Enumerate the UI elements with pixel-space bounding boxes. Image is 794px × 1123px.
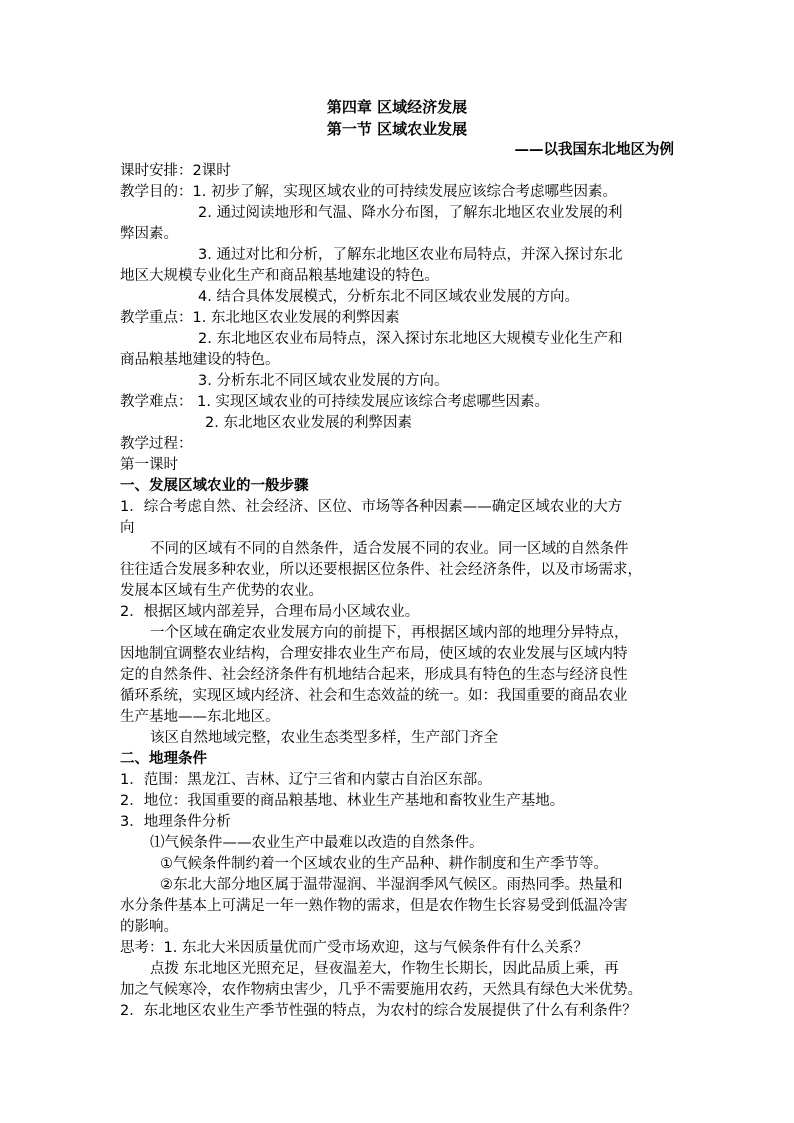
subtitle: ——以我国东北地区为例 xyxy=(514,142,674,158)
text-line: 加之气候寒冷，农作物病虫害少，几乎不需要施用农药，天然具有绿色大米优势。 xyxy=(120,982,642,998)
text-line: ⑴气候条件——农业生产中最难以改造的自然条件。 xyxy=(150,835,484,851)
heading: 一、发展区域农业的一般步骤 xyxy=(120,478,309,494)
text-line: 2．地位：我国重要的商品粮基地、林业生产基地和畜牧业生产基地。 xyxy=(120,793,565,809)
heading: 二、地理条件 xyxy=(120,751,207,767)
text-line: 该区自然地域完整，农业生态类型多样，生产部门齐全 xyxy=(150,730,498,746)
text-line: 向 xyxy=(120,520,135,536)
text-line: 教学重点：1. 东北地区农业发展的利弊因素 xyxy=(120,310,400,326)
text-line: 教学过程： xyxy=(120,436,193,452)
text-line: 2．根据区域内部差异，合理布局小区域农业。 xyxy=(120,604,420,620)
text-line: 4. 结合具体发展模式，分析东北不同区域农业发展的方向。 xyxy=(198,289,579,305)
text-line: ②东北大部分地区属于温带湿润、半湿润季风气候区。雨热同季。热量和 xyxy=(160,877,623,893)
text-line: 2. 东北地区农业发展的利弊因素 xyxy=(205,415,412,431)
text-line: 3. 分析东北不同区域农业发展的方向。 xyxy=(198,373,449,389)
text-line: 第一课时 xyxy=(120,457,178,473)
text-line: 教学难点： 1. 实现区域农业的可持续发展应该综合考虑哪些因素。 xyxy=(120,394,550,410)
text-line: 教学目的：1. 初步了解，实现区域农业的可持续发展应该综合考虑哪些因素。 xyxy=(120,184,617,200)
text-line: 定的自然条件、社会经济条件有机地结合起来，形成具有特色的生态与经济良性 xyxy=(120,667,628,683)
text-line: 生产基地——东北地区。 xyxy=(120,709,280,725)
text-line: 弊因素。 xyxy=(120,226,178,242)
text-line: 水分条件基本上可满足一年一熟作物的需求，但是农作物生长容易受到低温冷害 xyxy=(120,898,628,914)
text-line: 发展本区域有生产优势的农业。 xyxy=(120,583,323,599)
chapter-title: 第四章 区域经济发展 xyxy=(326,98,468,116)
text-line: 课时安排：2课时 xyxy=(120,163,231,179)
text-line: 商品粮基地建设的特色。 xyxy=(120,352,280,368)
text-line: 因地制宜调整农业结构，合理安排农业生产布局，使区域的农业发展与区域内特 xyxy=(120,646,628,662)
text-line: 1．综合考虑自然、社会经济、区位、市场等各种因素——确定区域农业的大方 xyxy=(120,499,623,515)
text-line: 循环系统，实现区域内经济、社会和生态效益的统一。如：我国重要的商品农业 xyxy=(120,688,628,704)
text-line: 1．范围：黑龙江、吉林、辽宁三省和内蒙古自治区东部。 xyxy=(120,772,492,788)
text-line: 往往适合发展多种农业，所以还要根据区位条件、社会经济条件，以及市场需求， xyxy=(120,562,642,578)
text-line: 点拨 东北地区光照充足，昼夜温差大，作物生长期长，因此品质上乘，再 xyxy=(150,961,619,977)
text-line: 3. 通过对比和分析，了解东北地区农业布局特点，并深入探讨东北 xyxy=(198,247,623,263)
text-line: 思考：1. 东北大米因质量优而广受市场欢迎，这与气候条件有什么关系？ xyxy=(120,940,588,956)
text-line: 2. 通过阅读地形和气温、降水分布图，了解东北地区农业发展的利 xyxy=(198,205,623,221)
text-line: ①气候条件制约着一个区域农业的生产品种、耕作制度和生产季节等。 xyxy=(160,856,608,872)
text-line: 地区大规模专业化生产和商品粮基地建设的特色。 xyxy=(120,268,439,284)
text-line: 的影响。 xyxy=(120,919,178,935)
text-line: 3．地理条件分析 xyxy=(120,814,231,830)
text-line: 2. 东北地区农业布局特点，深入探讨东北地区大规模专业化生产和 xyxy=(198,331,623,347)
text-line: 一个区域在确定农业发展方向的前提下，再根据区域内部的地理分异特点， xyxy=(150,625,629,641)
text-line: 2．东北地区农业生产季节性强的特点，为农村的综合发展提供了什么有利条件？ xyxy=(120,1003,637,1019)
text-line: 不同的区域有不同的自然条件，适合发展不同的农业。同一区域的自然条件 xyxy=(150,541,629,557)
section-title: 第一节 区域农业发展 xyxy=(326,120,468,138)
